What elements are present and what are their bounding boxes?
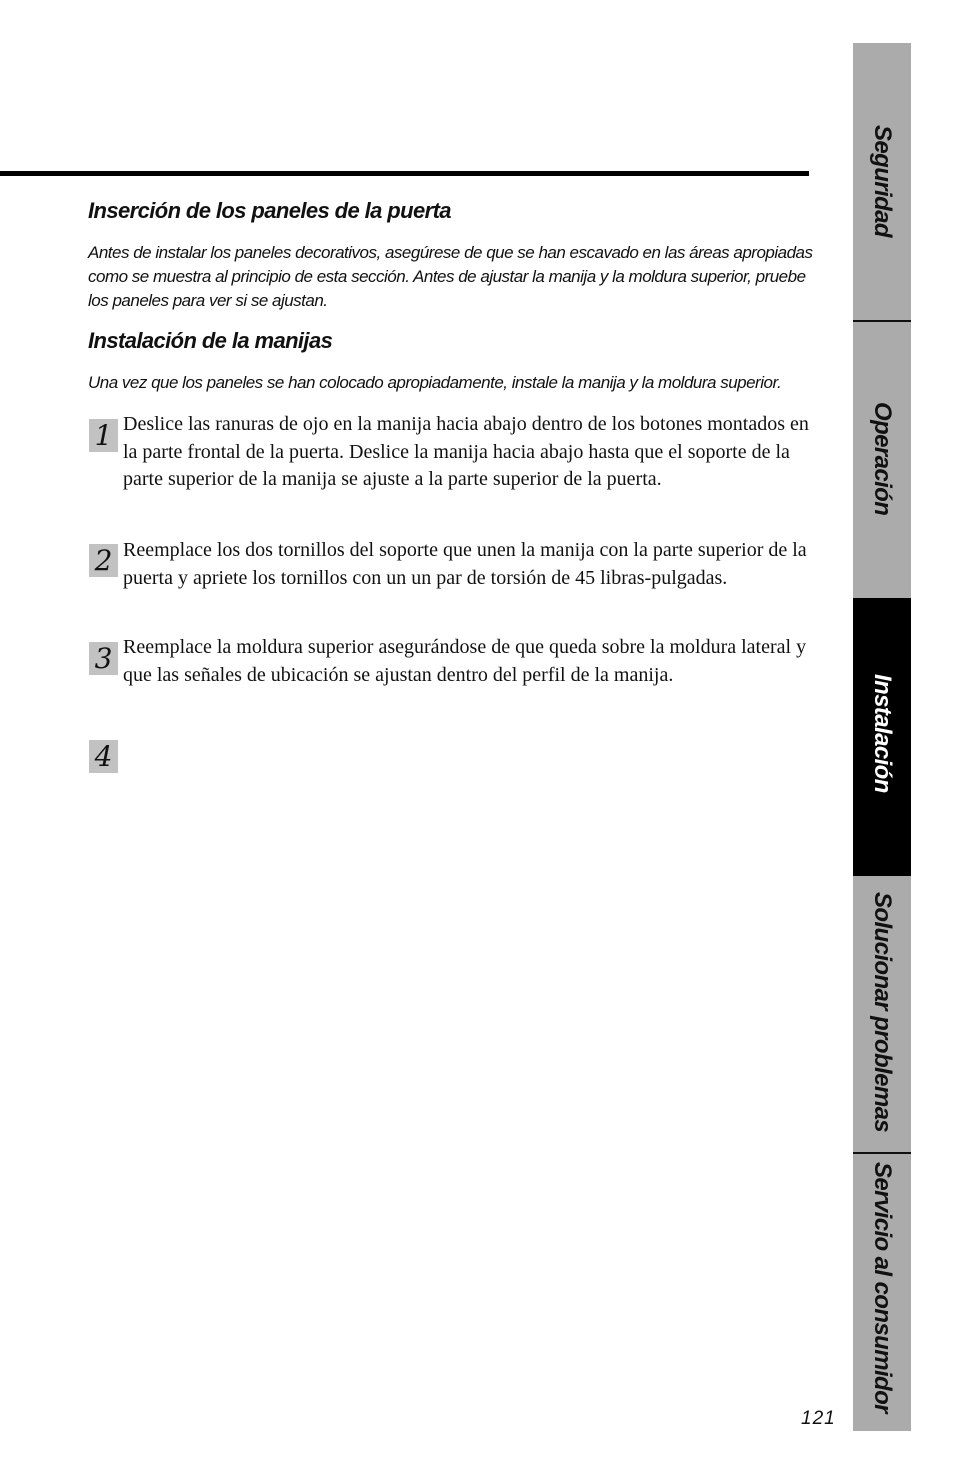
tab-label-seguridad: Seguridad [869, 125, 896, 237]
tab-label-instalacion: Instalación [869, 674, 896, 793]
step-number-1: 1 [89, 419, 118, 452]
step-number-4: 4 [89, 740, 118, 773]
step-text-3: Reemplace la moldura superior asegurándose de que queda sobre la moldura lateral y que las señales de ubicación se ajustan dentro del perfil de la manija. [123, 636, 807, 686]
section-intro-handles: Una vez que los paneles se han colocado apropiadamente, instale la manija y la moldura superior. [88, 373, 782, 392]
section-heading-handles: Instalación de la manijas [88, 328, 333, 353]
step-text-1: Deslice las ranuras de ojo en la manija hacia abajo dentro de los botones montados en la parte frontal de la puerta. Deslice la manija hacia abajo hasta que el soporte de la parte superior de la manija se ajuste a la parte superior de la puerta. [123, 413, 809, 490]
tab-solucionar-problemas[interactable] [853, 876, 911, 1153]
tab-label-operacion: Operación [869, 402, 896, 516]
top-rule [0, 171, 809, 176]
page-number: 121 [801, 1408, 836, 1429]
tab-instalacion[interactable] [853, 598, 911, 876]
step-number-3: 3 [89, 642, 118, 675]
tab-label-solucionar-problemas: Solucionar problemas [869, 892, 896, 1133]
step-text-2: Reemplace los dos tornillos del soporte que unen la manija con la parte superior de la puerta y apriete los tornillos con un un par de torsión de 45 libras-pulgadas. [123, 539, 807, 589]
tab-operacion[interactable] [853, 322, 911, 598]
step-number-2: 2 [89, 544, 118, 577]
section-intro-door-panels: Antes de instalar los paneles decorativos, asegúrese de que se han escavado en las áreas apropiadas como se muestra al principio de esta sección. Antes de ajustar la manija y la moldura superior, pruebe los paneles para ver si se ajustan. [88, 243, 813, 310]
section-heading-door-panels: Inserción de los paneles de la puerta [88, 198, 451, 223]
tab-label-servicio-al-consumidor: Servicio al consumidor [869, 1162, 896, 1413]
tab-servicio-al-consumidor[interactable] [853, 1154, 911, 1431]
tab-seguridad[interactable] [853, 43, 911, 321]
